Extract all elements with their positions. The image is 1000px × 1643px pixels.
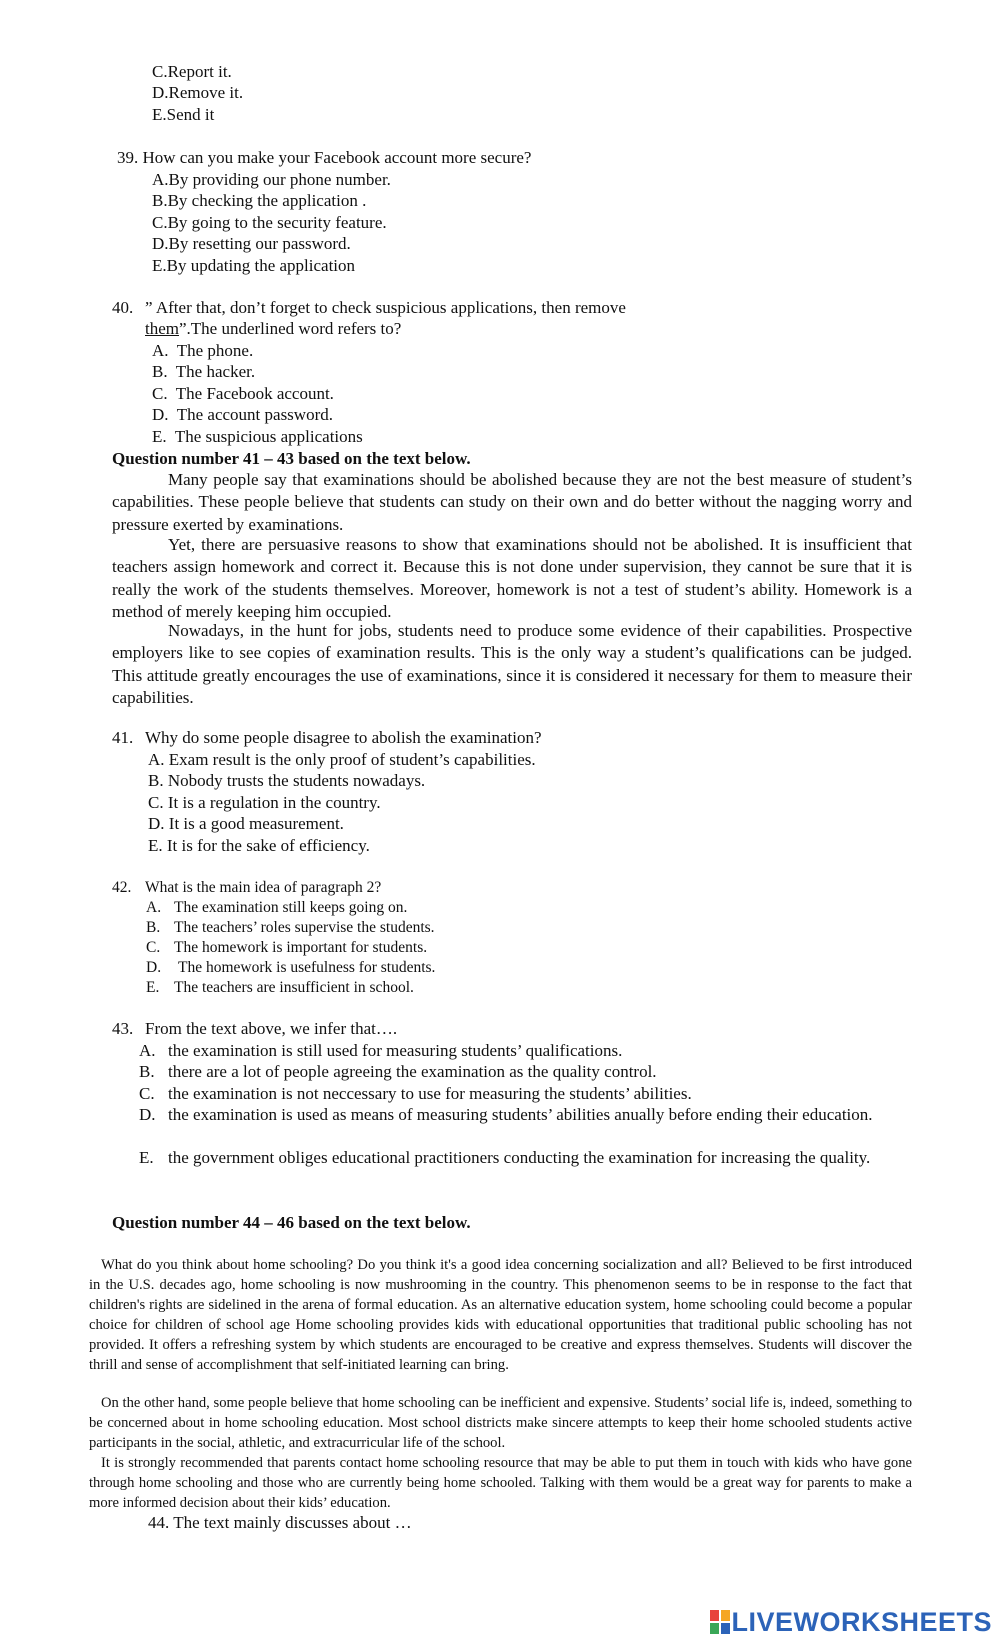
option-d-text: The homework is usefulness for students. — [178, 959, 436, 976]
question-44-stem: 44. The text mainly discusses about … — [148, 1513, 412, 1532]
option-b: B.By checking the application . — [152, 191, 367, 210]
option-e: E. — [146, 979, 160, 996]
reading-paragraph: Nowadays, in the hunt for jobs, students need to produce some evidence of their capabilities. Prospective employers like to see copies of examination results. This is the only way a student’s qualifications can be judged. This attitude greatly encourages the use of examinations, since it is considered it necessary for them to measure their capabilities. — [112, 621, 912, 707]
liveworksheets-logo-icon — [709, 1608, 731, 1636]
reading-paragraph: What do you think about home schooling? Do you think it's a good idea concerning socialization and all? Believed to be first introduced in the U.S. decades ago, home schooling is now mushrooming in the country. This phenomenon seems to be in response to the fact that children's rights are sidelined in the arena of formal education. As an alternative education system, home schooling could become a popular choice for children of school age Home schooling provides kids with educational opportunities that traditional public schooling has not provided. It offers a refreshing system by which students are encouraged to be creative and express themselves. Students will discover the thrill and sense of accomplishment that self-initiated learning can bring. — [89, 1257, 912, 1374]
option-b: B. — [139, 1062, 155, 1081]
option-c: C. — [146, 939, 161, 956]
question-43-number: 43. — [112, 1019, 134, 1038]
question-43-stem: From the text above, we infer that…. — [145, 1019, 398, 1038]
option-b-text: there are a lot of people agreeing the examination as the quality control. — [168, 1062, 657, 1081]
liveworksheets-logo[interactable] — [709, 1607, 992, 1637]
question-41-number: 41. — [112, 728, 134, 747]
option-e-text: The teachers are insufficient in school. — [174, 979, 414, 996]
option-e: E. — [139, 1148, 154, 1167]
option-c: C.Report it. — [152, 62, 232, 81]
section-heading: Question number 44 – 46 based on the text below. — [112, 1213, 471, 1232]
option-d-text: the examination is used as means of measuring students’ abilities anually before ending their education. — [168, 1105, 873, 1124]
option-e: E.Send it — [152, 105, 215, 124]
option-c: C. The Facebook account. — [152, 384, 334, 403]
option-c-text: The homework is important for students. — [174, 939, 428, 956]
option-e-text: the government obliges educational practitioners conducting the examination for increasing the quality. — [168, 1148, 871, 1167]
option-a: A. — [146, 899, 162, 916]
option-b: B. The hacker. — [152, 362, 256, 381]
option-a-text: The examination still keeps going on. — [174, 899, 408, 916]
option-d: D.Remove it. — [152, 83, 244, 102]
option-d: D.By resetting our password. — [152, 234, 351, 253]
option-a: A.By providing our phone number. — [152, 170, 391, 189]
option-b-text: The teachers’ roles supervise the students. — [174, 919, 435, 936]
option-c: C. It is a regulation in the country. — [148, 793, 381, 812]
option-a-text: the examination is still used for measuring students’ qualifications. — [168, 1041, 623, 1060]
option-d: D. It is a good measurement. — [148, 814, 344, 833]
reading-paragraph: Yet, there are persuasive reasons to show that examinations should not be abolished. It is insufficient that teachers assign homework and correct it. Because this is not done under supervision, they cannot be sure that it is really the work of the students themselves. Moreover, homework is not a test of student’s ability. Homework is a method of merely keeping him occupied. — [112, 535, 912, 621]
option-b: B. — [146, 919, 161, 936]
reading-paragraph: On the other hand, some people believe that home schooling can be inefficient and expensive. Students’ social life is, indeed, something to be concerned about in home schooling education. Most school districts make sincere attempts to keep their home schooled students active participants in the social, athletic, and extracurricular life of the school. — [89, 1395, 912, 1452]
logo-text: LIVEWORKSHEETS — [731, 1606, 992, 1637]
question-42-stem: What is the main idea of paragraph 2? — [145, 879, 382, 896]
option-b: B. Nobody trusts the students nowadays. — [148, 771, 426, 790]
option-a: A. — [139, 1041, 156, 1060]
reading-paragraph: Many people say that examinations should be abolished because they are not the best measure of student’s capabilities. These people believe that students can study on their own and do better without the nagging worry and pressure exerted by examinations. — [112, 470, 912, 534]
option-a: A. Exam result is the only proof of student’s capabilities. — [148, 750, 536, 769]
option-d: D. — [139, 1105, 156, 1124]
section-heading: Question number 41 – 43 based on the text below. — [112, 449, 471, 468]
option-d: D. The account password. — [152, 405, 333, 424]
option-c: C.By going to the security feature. — [152, 213, 387, 232]
question-40-stem-line2: them”.The underlined word refers to? — [145, 319, 402, 338]
underlined-word: them — [145, 319, 179, 338]
option-c: C. — [139, 1084, 155, 1103]
question-40-stem: ” After that, don’t forget to check suspicious applications, then remove — [145, 298, 626, 317]
reading-paragraph: It is strongly recommended that parents contact home schooling resource that may be able to put them in touch with kids who have gone through home schooling and those who are currently being home schooled. Talking with them would be a great way for parents to make a more informed decision about their kids’ education. — [89, 1455, 912, 1512]
option-e: E. The suspicious applications — [152, 427, 363, 446]
option-c-text: the examination is not neccessary to use for measuring the students’ abilities. — [168, 1084, 692, 1103]
option-d: D. — [146, 959, 162, 976]
question-41-stem: Why do some people disagree to abolish the examination? — [145, 728, 542, 747]
option-e: E. It is for the sake of efficiency. — [148, 836, 370, 855]
question-40-number: 40. — [112, 298, 134, 317]
question-39-stem: 39. How can you make your Facebook account more secure? — [117, 148, 532, 167]
option-a: A. The phone. — [152, 341, 254, 360]
question-42-number: 42. — [112, 879, 132, 896]
option-e: E.By updating the application — [152, 256, 356, 275]
